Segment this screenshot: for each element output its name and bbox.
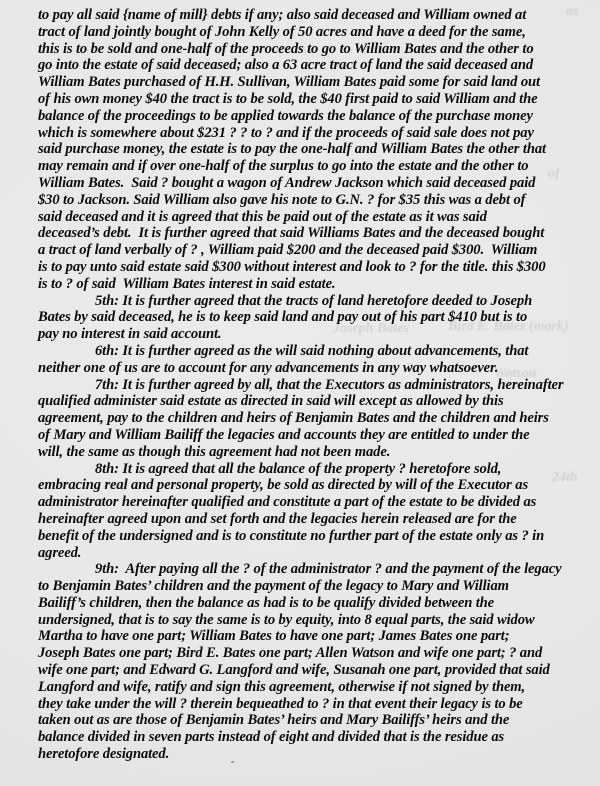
document-line: to Benjamin Bates’ children and the payment of the legacy to Mary and William: [38, 578, 509, 595]
document-line: this is to be sold and one-half of the proceeds to go to William Bates and the other to: [38, 40, 534, 57]
document-line: Joseph Bates one part; Bird E. Bates one part; Allen Watson and wife one part; ? and: [38, 645, 543, 662]
document-line: hereinafter agreed upon and set forth and the legacies herein released are for the: [38, 510, 517, 527]
document-line: said purchase money, the estate is to pay the one-half and William Bates the other that: [38, 141, 546, 158]
document-line: wife one part; and Edward G. Langford and wife, Susanah one part, provided that said: [38, 662, 550, 679]
document-line: neither one of us are to account for any advancements in any way whatsoever.: [38, 359, 499, 376]
document-line: will, the same as though this agreement had not been made.: [38, 443, 391, 460]
bleed-through-text: as: [566, 4, 579, 19]
document-line: embracing real and personal property, be sold as directed by will of the Executor as: [38, 477, 529, 494]
document-line: pay no interest in said account.: [38, 326, 222, 343]
document-text-block: [38, 7, 586, 763]
document-line: which is somewhere about $231 ? ? to ? and if the proceeds of said sale does not pay: [38, 124, 534, 141]
document-line: go into the estate of said deceased; also a 63 acre tract of land the said deceased and: [38, 57, 534, 74]
document-line: to pay all said {name of mill} debts if any; also said deceased and William owned at: [38, 7, 527, 23]
document-line: balance of the proceedings to be applied towards the balance of the purchase money: [38, 107, 533, 124]
document-line: is to ? of said William Bates interest in said estate.: [38, 275, 336, 292]
document-line: is to pay unto said estate said $300 without interest and look to ? for the title. this $300: [38, 258, 546, 275]
document-line: administrator hereinafter qualified and constitute a part of the estate to be divided as: [38, 494, 537, 511]
document-line: Langford and wife, ratify and sign this agreement, otherwise if not signed by them,: [38, 678, 526, 695]
document-line: qualified administer said estate as directed in said will except as allowed by this: [38, 393, 504, 410]
document-line: tract of land jointly bought of John Kelly of 50 acres and have a deed for the same,: [38, 23, 526, 40]
document-line: of his own money $40 the tract is to be sold, the $40 first paid to said William and the: [38, 90, 538, 107]
document-line: Bailiff’s children, then the balance as had is to be qualify divided between the: [38, 594, 495, 611]
document-line: William Bates. Said ? bought a wagon of Andrew Jackson which said deceased paid: [38, 174, 536, 191]
bleed-through-text: Joseph Bates: [333, 321, 409, 336]
document-line: William Bates purchased of H.H. Sullivan, William Bates paid some for said land out: [38, 74, 540, 91]
bleed-through-text: of: [548, 166, 560, 181]
document-line: 6th: It is further agreed as the will said nothing about advancements, that: [95, 342, 529, 359]
document-line: a tract of land verbally of ? , William paid $200 and the deceased paid $300. William: [38, 242, 538, 259]
bleed-through-text: 24th: [552, 470, 578, 485]
document-line: 5th: It is further agreed that the tracts of land heretofore deeded to Joseph: [95, 292, 533, 309]
document-line: $30 to Jackson. Said William also gave his note to G.N. ? for $35 this was a debt of: [38, 191, 526, 208]
document-line: 7th: It is further agreed by all, that the Executors as administrators, hereinafter: [95, 376, 564, 393]
document-line: benefit of the undersigned and is to constitute no further part of the estate only as ? in: [38, 527, 545, 544]
document-line: Bates by said deceased, he is to keep said land and pay out of his part $410 but is to: [38, 309, 528, 326]
document-line: deceased’s debt. It is further agreed that said Williams Bates and the deceased bought: [38, 225, 545, 242]
bleed-through-text: Watson: [494, 366, 537, 381]
document-line: heretofore designated.: [38, 746, 170, 763]
document-line: they take under the will ? therein bequeathed to ? in that event their legacy is to be: [38, 695, 523, 712]
document-line: of Mary and William Bailiff the legacies and accounts they are entitled to under the: [38, 426, 530, 443]
paper-speck: [231, 761, 234, 763]
document-line: may remain and if over one-half of the surplus to go into the estate and the other to: [38, 158, 529, 175]
document-line: Martha to have one part; William Bates to have one part; James Bates one part;: [38, 628, 510, 645]
bleed-through-text: Bird E. Bates (mark): [448, 319, 569, 334]
document-line: taken out as are those of Benjamin Bates’ heirs and Mary Bailiffs’ heirs and the: [38, 712, 510, 729]
document-line: agreement, pay to the children and heirs of Benjamin Bates and the children and heirs: [38, 410, 549, 427]
document-line: 8th: It is agreed that all the balance of the property ? heretofore sold,: [95, 460, 502, 477]
document-line: said deceased and it is agreed that this be paid out of the estate as it was said: [38, 208, 487, 225]
document-line: 9th: After paying all the ? of the administrator ? and the payment of the legacy: [95, 561, 562, 578]
document-line: undersigned, that is to say the same is to by equity, into 8 equal parts, the said widow: [38, 611, 535, 628]
document-line: balance divided in seven parts instead of eight and divided that is the residue as: [38, 729, 505, 746]
document-line: agreed.: [38, 544, 82, 561]
